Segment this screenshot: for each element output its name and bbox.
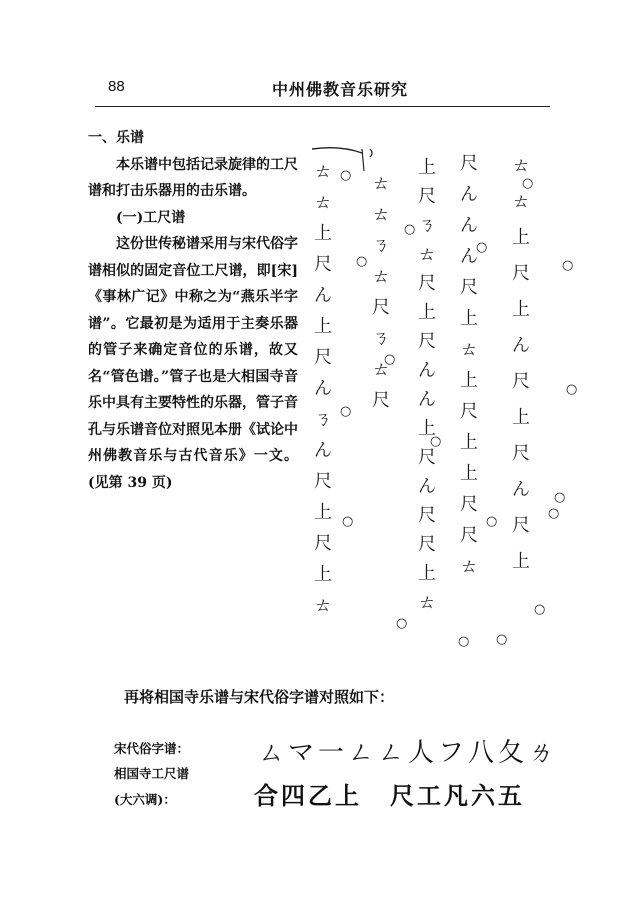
score-glyph: 上 xyxy=(418,157,436,178)
beat-circle-icon: ○ xyxy=(340,404,352,419)
beat-circle-icon: ○ xyxy=(340,168,352,183)
score-glyph: 上 xyxy=(314,223,332,244)
score-glyph: 尺 xyxy=(418,331,436,352)
score-glyph: 上 xyxy=(314,316,332,337)
score-glyph: 尺 xyxy=(372,390,390,411)
score-glyph: 上 xyxy=(512,227,530,248)
beat-circle-icon: ○ xyxy=(458,634,470,649)
score-glyph: 尺 xyxy=(418,534,436,555)
score-glyph: 尺 xyxy=(512,443,530,464)
score-glyph: 上 xyxy=(314,564,332,585)
score-glyph: 尺 xyxy=(418,505,436,526)
score-glyph: 上 xyxy=(460,432,478,453)
score-glyph: ㄋ xyxy=(314,409,332,430)
beat-circle-icon: ○ xyxy=(356,254,368,269)
beat-circle-icon: ○ xyxy=(554,490,566,505)
score-glyph: 上 xyxy=(418,302,436,323)
score-glyph: ん xyxy=(314,378,332,399)
score-glyph: 上 xyxy=(460,463,478,484)
score-glyph: 上 xyxy=(418,418,436,439)
beat-circle-icon: ○ xyxy=(522,176,534,191)
beat-circle-icon: ○ xyxy=(566,382,578,397)
score-glyph: ん xyxy=(512,335,530,356)
score-glyph: 上 xyxy=(512,551,530,572)
score-glyph: 上 xyxy=(512,299,530,320)
score-glyph: 上 xyxy=(314,502,332,523)
score-glyph: 尺 xyxy=(314,254,332,275)
score-glyph: 尺 xyxy=(460,153,478,174)
score-glyph: ㄋ xyxy=(372,235,390,256)
beat-circle-icon: ○ xyxy=(404,222,416,237)
beat-circle-icon: ○ xyxy=(496,632,508,647)
score-glyph: 上 xyxy=(460,370,478,391)
score-glyph: ㄊ xyxy=(314,192,332,213)
score-glyph: 尺 xyxy=(418,186,436,207)
beat-circle-icon: ○ xyxy=(396,616,408,631)
score-glyph: ん xyxy=(418,476,436,497)
score-glyph: 尺 xyxy=(460,525,478,546)
score-glyph: 尺 xyxy=(512,263,530,284)
score-glyph: ㄊ xyxy=(372,173,390,194)
score-glyph: ㄊ xyxy=(418,244,436,265)
score-glyph: ㄋ xyxy=(418,215,436,236)
paragraph-1: 本乐谱中包括记录旋律的工尺谱和打击乐器用的击乐谱。 xyxy=(88,156,298,199)
score-glyph: 尺 xyxy=(372,297,390,318)
paragraph-2: 这份世传秘谱采用与宋代俗字谱相似的固定音位工尺谱，即[宋]《事林广记》中称之为“燕乐半字谱”。它最初是为适用于主奏乐器的管子来确定音位的乐谱，故又名“管色谱。”管子也是大相国寺音乐中具有主要特性的乐器，管子音孔与乐谱音位对照见本册《试论中州佛教音乐与古代音乐》一文。(见第 39 页) xyxy=(88,236,298,491)
beat-circle-icon: ○ xyxy=(562,258,574,273)
beat-circle-icon: ○ xyxy=(430,434,442,449)
score-glyph: ㄋ xyxy=(372,328,390,349)
score-glyph: ん xyxy=(512,479,530,500)
gongche-group-2: 尺工凡六五 xyxy=(390,781,525,810)
header-rule xyxy=(95,106,550,107)
xiang-label-mode: (大六调)： xyxy=(114,792,176,807)
beat-circle-icon: ○ xyxy=(384,352,396,367)
score-glyph: 上 xyxy=(460,308,478,329)
comparison-heading: 再将相国寺乐谱与宋代俗字谱对照如下： xyxy=(124,688,395,706)
score-glyph: 尺 xyxy=(460,277,478,298)
score-glyph: ん xyxy=(418,360,436,381)
section-heading: 一、乐谱 xyxy=(88,130,144,146)
score-glyph: ㄊ xyxy=(512,155,530,176)
subheading: (一)工尺谱 xyxy=(116,209,186,226)
score-glyph: 尺 xyxy=(418,447,436,468)
score-glyph: ん xyxy=(460,246,478,267)
score-glyph: 尺 xyxy=(460,494,478,515)
body-text xyxy=(88,125,298,496)
beat-circle-icon: ○ xyxy=(476,240,488,255)
beat-circle-icon: ○ xyxy=(534,602,546,617)
score-glyph: 尺 xyxy=(512,371,530,392)
score-glyph: ㄊ xyxy=(314,595,332,616)
score-glyph: 尺 xyxy=(314,347,332,368)
score-glyph: 尺 xyxy=(418,273,436,294)
score-glyph: 尺 xyxy=(460,401,478,422)
score-glyph: 尺 xyxy=(314,471,332,492)
song-notation-chars: ㄙマ一ㄥㄥ人フ八夂ㄌ xyxy=(258,738,559,768)
handwritten-score xyxy=(300,135,590,649)
score-strokes xyxy=(300,135,590,645)
gongche-notation-chars xyxy=(254,776,525,811)
page-number: 88 xyxy=(108,78,125,95)
score-glyph: ㄊ xyxy=(372,266,390,287)
score-glyph: 尺 xyxy=(512,515,530,536)
score-glyph: ん xyxy=(314,440,332,461)
score-glyph: ㄊ xyxy=(314,161,332,182)
running-title: 中州佛教音乐研究 xyxy=(272,80,409,99)
score-glyph: ん xyxy=(418,389,436,410)
score-glyph: ん xyxy=(460,184,478,205)
score-glyph: 尺 xyxy=(314,533,332,554)
score-glyph: ん xyxy=(460,215,478,236)
score-glyph: 上 xyxy=(512,407,530,428)
score-glyph: 上 xyxy=(418,563,436,584)
score-glyph: ㄊ xyxy=(460,339,478,360)
score-glyph: ん xyxy=(314,285,332,306)
beat-circle-icon: ○ xyxy=(486,514,498,529)
score-glyph: ㄊ xyxy=(372,359,390,380)
xiang-label: 相国寺工尺谱 xyxy=(114,766,190,781)
gongche-group-1: 合四乙上 xyxy=(254,781,362,810)
score-glyph: ㄊ xyxy=(460,556,478,577)
beat-circle-icon: ○ xyxy=(548,506,560,521)
score-glyph: ㄊ xyxy=(372,204,390,225)
score-glyph: ㄊ xyxy=(418,592,436,613)
beat-circle-icon: ○ xyxy=(342,514,354,529)
song-label: 宋代俗字谱： xyxy=(114,741,190,756)
score-glyph: ㄊ xyxy=(512,191,530,212)
